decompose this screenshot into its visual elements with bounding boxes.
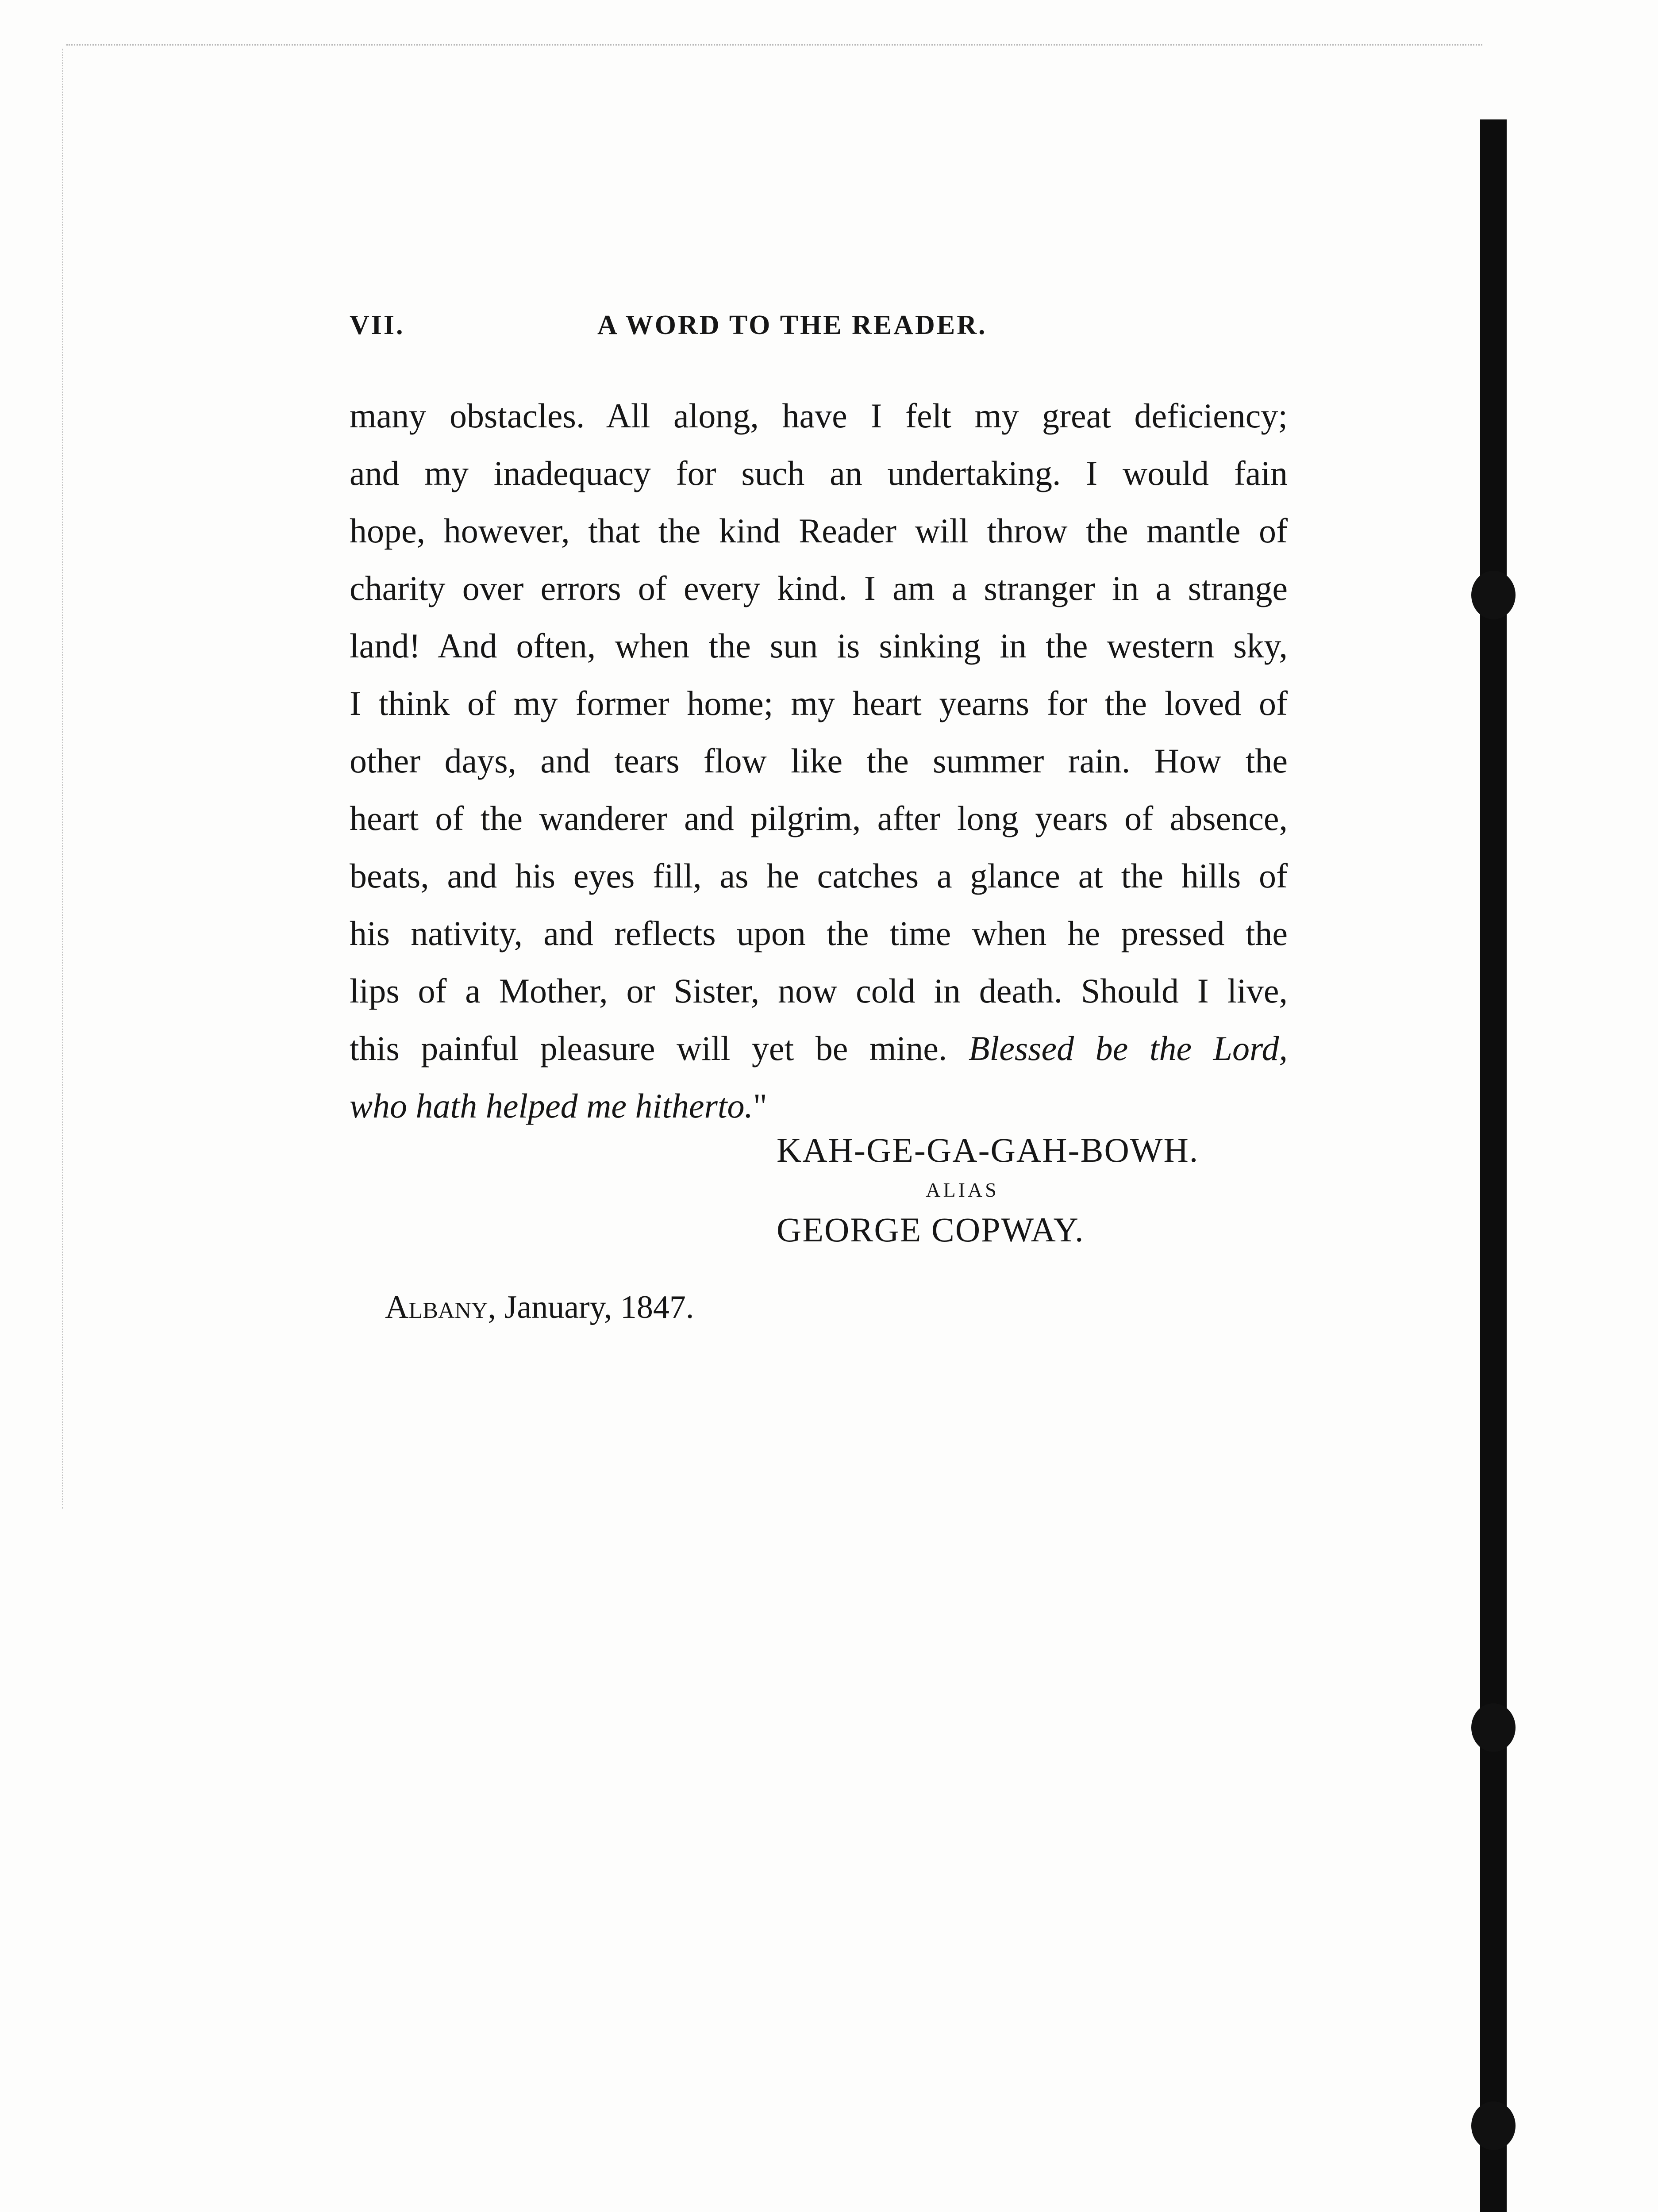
text-line: many obstacles. All along, have I felt my great deficiency;	[350, 396, 1288, 435]
text-line: his nativity, and reflects upon the time when he pressed the	[350, 914, 1288, 952]
text-line: hope, however, that the kind Reader will throw the mantle of	[350, 511, 1288, 550]
text-line: heart of the wanderer and pilgrim, after long years of absence,	[350, 799, 1288, 837]
date: January, 1847.	[504, 1289, 694, 1325]
text-line: charity over errors of every kind. I am a stranger in a strange	[350, 569, 1288, 607]
text-line: land! And often, when the sun is sinking in the western sky,	[350, 626, 1288, 665]
page-header	[350, 310, 1288, 349]
binding-knot	[1471, 2101, 1516, 2150]
text-line: other days, and tears flow like the summer rain. How the	[350, 741, 1288, 780]
text-italic: who hath helped me hitherto.	[350, 1087, 754, 1125]
binding-edge	[1480, 119, 1507, 2212]
alias-label: ALIAS	[926, 1179, 999, 1201]
running-title: A WORD TO THE READER.	[597, 310, 987, 340]
closing-quote: "	[753, 1087, 767, 1125]
text-line	[350, 1020, 1288, 1077]
place: Albany,	[385, 1289, 496, 1325]
scan-edge-top	[66, 44, 1482, 47]
text-italic: Blessed be the Lord,	[968, 1029, 1288, 1068]
body-text	[350, 387, 1288, 1135]
text-line: lips of a Mother, or Sister, now cold in death. Should I live,	[350, 972, 1288, 1010]
scan-edge-left	[62, 49, 65, 1509]
binding-knot	[1471, 1703, 1516, 1752]
text-line: and my inadequacy for such an undertaking. I would fain	[350, 454, 1288, 492]
text-roman: this painful pleasure will yet be mine.	[350, 1029, 969, 1068]
place-date-line	[385, 1283, 694, 1332]
binding-knot	[1471, 571, 1516, 619]
text-line: beats, and his eyes fill, as he catches a glance at the hills of	[350, 856, 1288, 895]
signature-block	[777, 1126, 1219, 1254]
author-native-name: KAH-GE-GA-GAH-BOWH.	[777, 1131, 1199, 1169]
text-line: I think of my former home; my heart yearns for the loved of	[350, 684, 1288, 722]
page-number: VII.	[350, 310, 405, 340]
author-english-name: GEORGE COPWAY.	[777, 1210, 1085, 1249]
